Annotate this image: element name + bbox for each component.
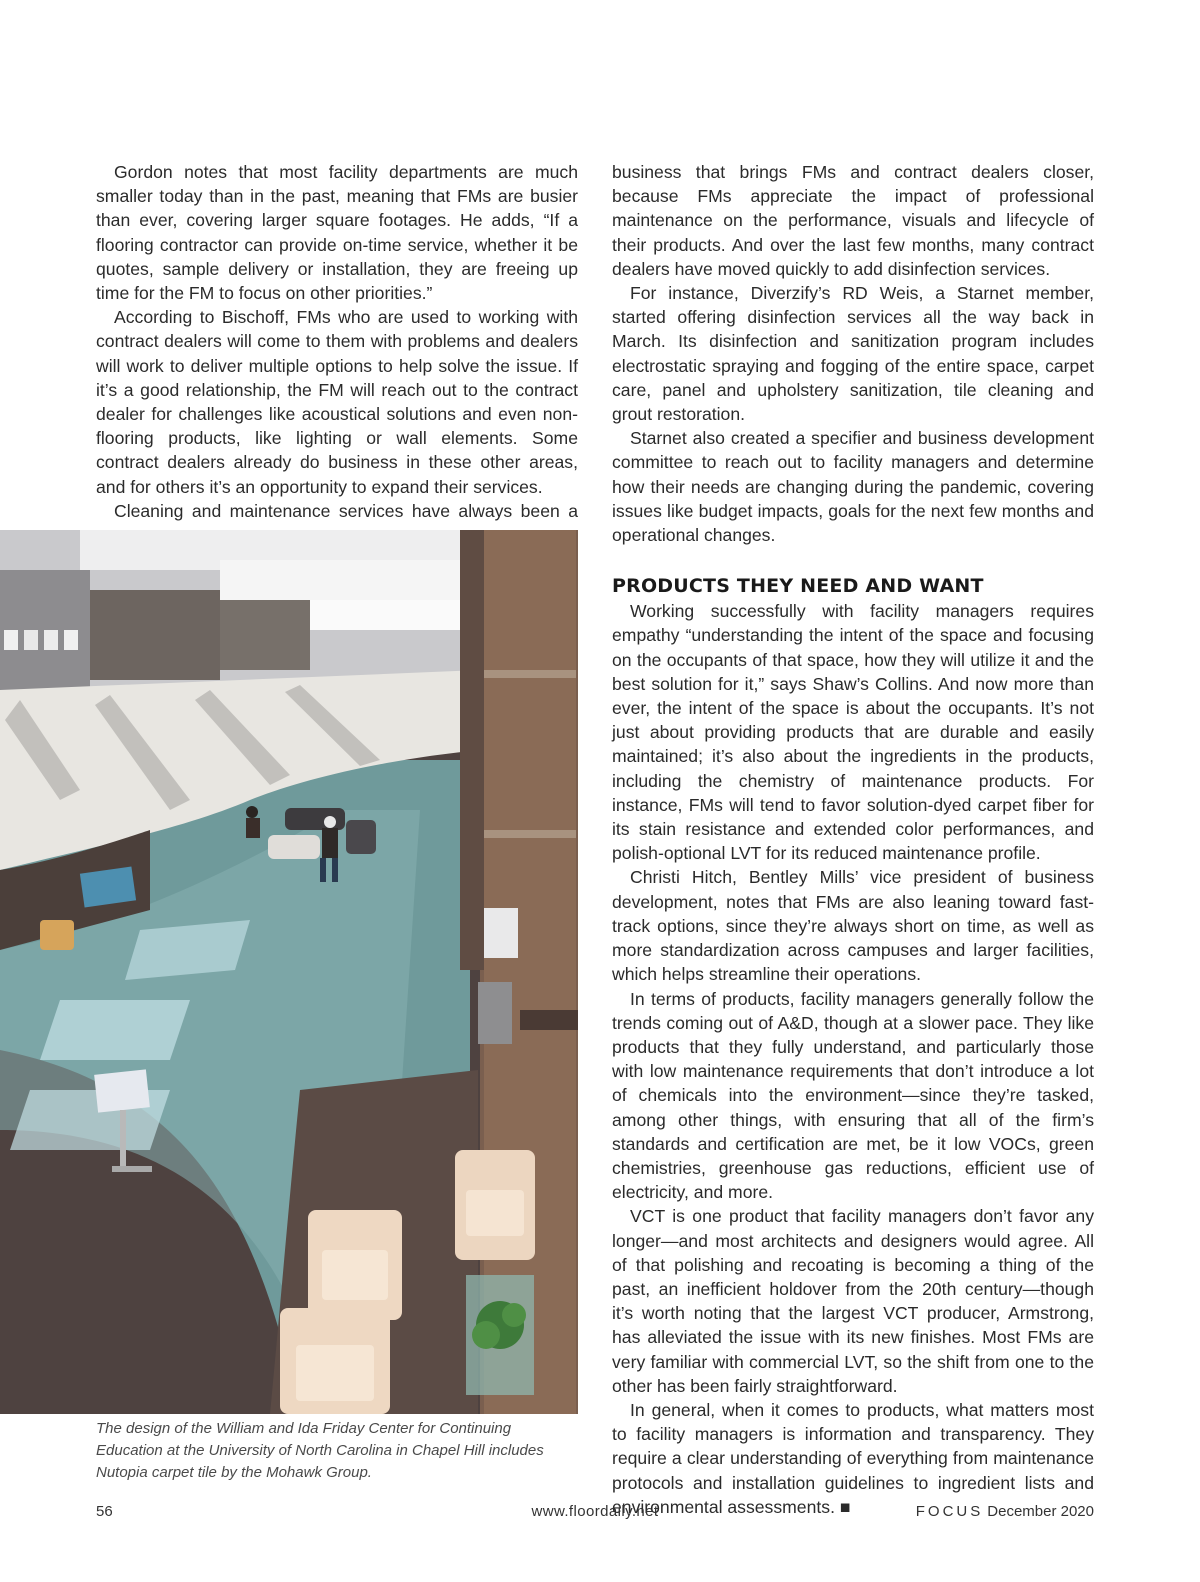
magazine-name: FOCUS [915,1503,984,1520]
atrium-illustration [0,530,578,1414]
issue-info [916,1503,1094,1520]
paragraph: Working successfully with facility managers requires empathy “understanding the intent of the space and focusing on the occupants of that space, how they will utilize it and the best solution for it,” says Shaw’s Collins. And now more than ever, the intent of the space is about the occupants. It’s not just about providing products that are durable and easily maintained; it’s also about the ingredients in the products, including the chemistry of maintenance products. For instance, FMs will tend to favor solution-dyed carpet fiber for its stain resistance and extended color performances, and polish-optional LVT for its reduced maintenance profile. [612,601,1094,864]
photo-caption: The design of the William and Ida Friday Center for Continuing Education at the University of North Carolina in Chapel Hill includes Nutopia carpet tile by the Mohawk Group. [96,1420,544,1481]
issue-date: December 2020 [987,1503,1094,1520]
paragraph: According to Bischoff, FMs who are used to working with contract dealers will come to them with problems and dealers will work to deliver multiple options to help solve the issue. If it’s a good relationship, the FM will reach out to the contract dealer for challenges like acoustical solutions and even non-flooring products, like lighting or wall elements. Some contract dealers already do business in these other areas, and for others it’s an opportunity to expand their services. [96,307,578,497]
paragraph-text: In general, when it comes to products, what matters most to facility managers is information and transparency. They require a clear understanding of everything from maintenance protocols and installation guidelines to ingredient lists and environmental assessments. [612,1399,1094,1517]
website-link[interactable]: www.floordaily.net [531,1503,659,1520]
paragraph: business that brings FMs and contract dealers closer, because FMs appreciate the impact of professional maintenance on the performance, visuals and lifecycle of their products. And over the last few months, many contract dealers have moved quickly to add disinfection services. [612,162,1094,279]
end-of-article-icon: ■ [839,1496,851,1517]
page-footer [96,1503,1094,1525]
left-text-column [96,160,578,523]
paragraph: In terms of products, facility managers generally follow the trends coming out of A&D, though at a slower pace. They like products that they fully understand, and particularly those with low maintenance requirements that don’t introduce a lot of chemicals into the environment—since they’re tasked, among other things, with ensuring that all of the firm’s standards and certification are met, be it low VOCs, green chemistries, greenhouse gas reductions, efficient use of electricity, and more. [612,988,1094,1203]
paragraph: VCT is one product that facility managers don’t favor any longer—and most architects and designers would agree. All of that polishing and recoating is becoming a thing of the past, an inefficient holdover from the 20th century—though it’s worth noting that the largest VCT producer, Armstrong, has alleviated the issue with its new finishes. Most FMs are very familiar with commercial LVT, so the shift from one to the other has been fairly straightforward. [612,1206,1094,1396]
paragraph: For instance, Diverzify’s RD Weis, a Starnet member, started offering disinfection services all the way back in March. Its disinfection and sanitization program includes electrostatic spraying and fogging of the entire space, carpet care, panel and upholstery sanitization, tile cleaning and grout restoration. [612,283,1094,425]
paragraph: Christi Hitch, Bentley Mills’ vice president of business development, notes that FMs are also leaning toward fast-track options, since they’re always short on time, as well as more standardization across campuses and larger facilities, which helps streamline their operations. [612,867,1094,985]
right-text-column [612,160,1094,1519]
paragraph: Gordon notes that most facility departments are much smaller today than in the past, meaning that FMs are busier than ever, covering larger square footages. He adds, “If a flooring contractor can provide on-time service, whether it be quotes, sample delivery or installation, they are freeing up time for the FM to focus on other priorities.” [96,162,578,304]
paragraph: Cleaning and maintenance services have always been a [114,500,578,521]
atrium-photo [0,530,578,1414]
paragraph [612,1398,1094,1519]
page-number: 56 [96,1503,113,1520]
section-heading: PRODUCTS THEY NEED AND WANT [612,575,984,598]
paragraph: Starnet also created a specifier and business development committee to reach out to facility managers and determine how their needs are changing during the pandemic, covering issues like budget impacts, goals for the next few months and operational changes. [612,428,1094,546]
